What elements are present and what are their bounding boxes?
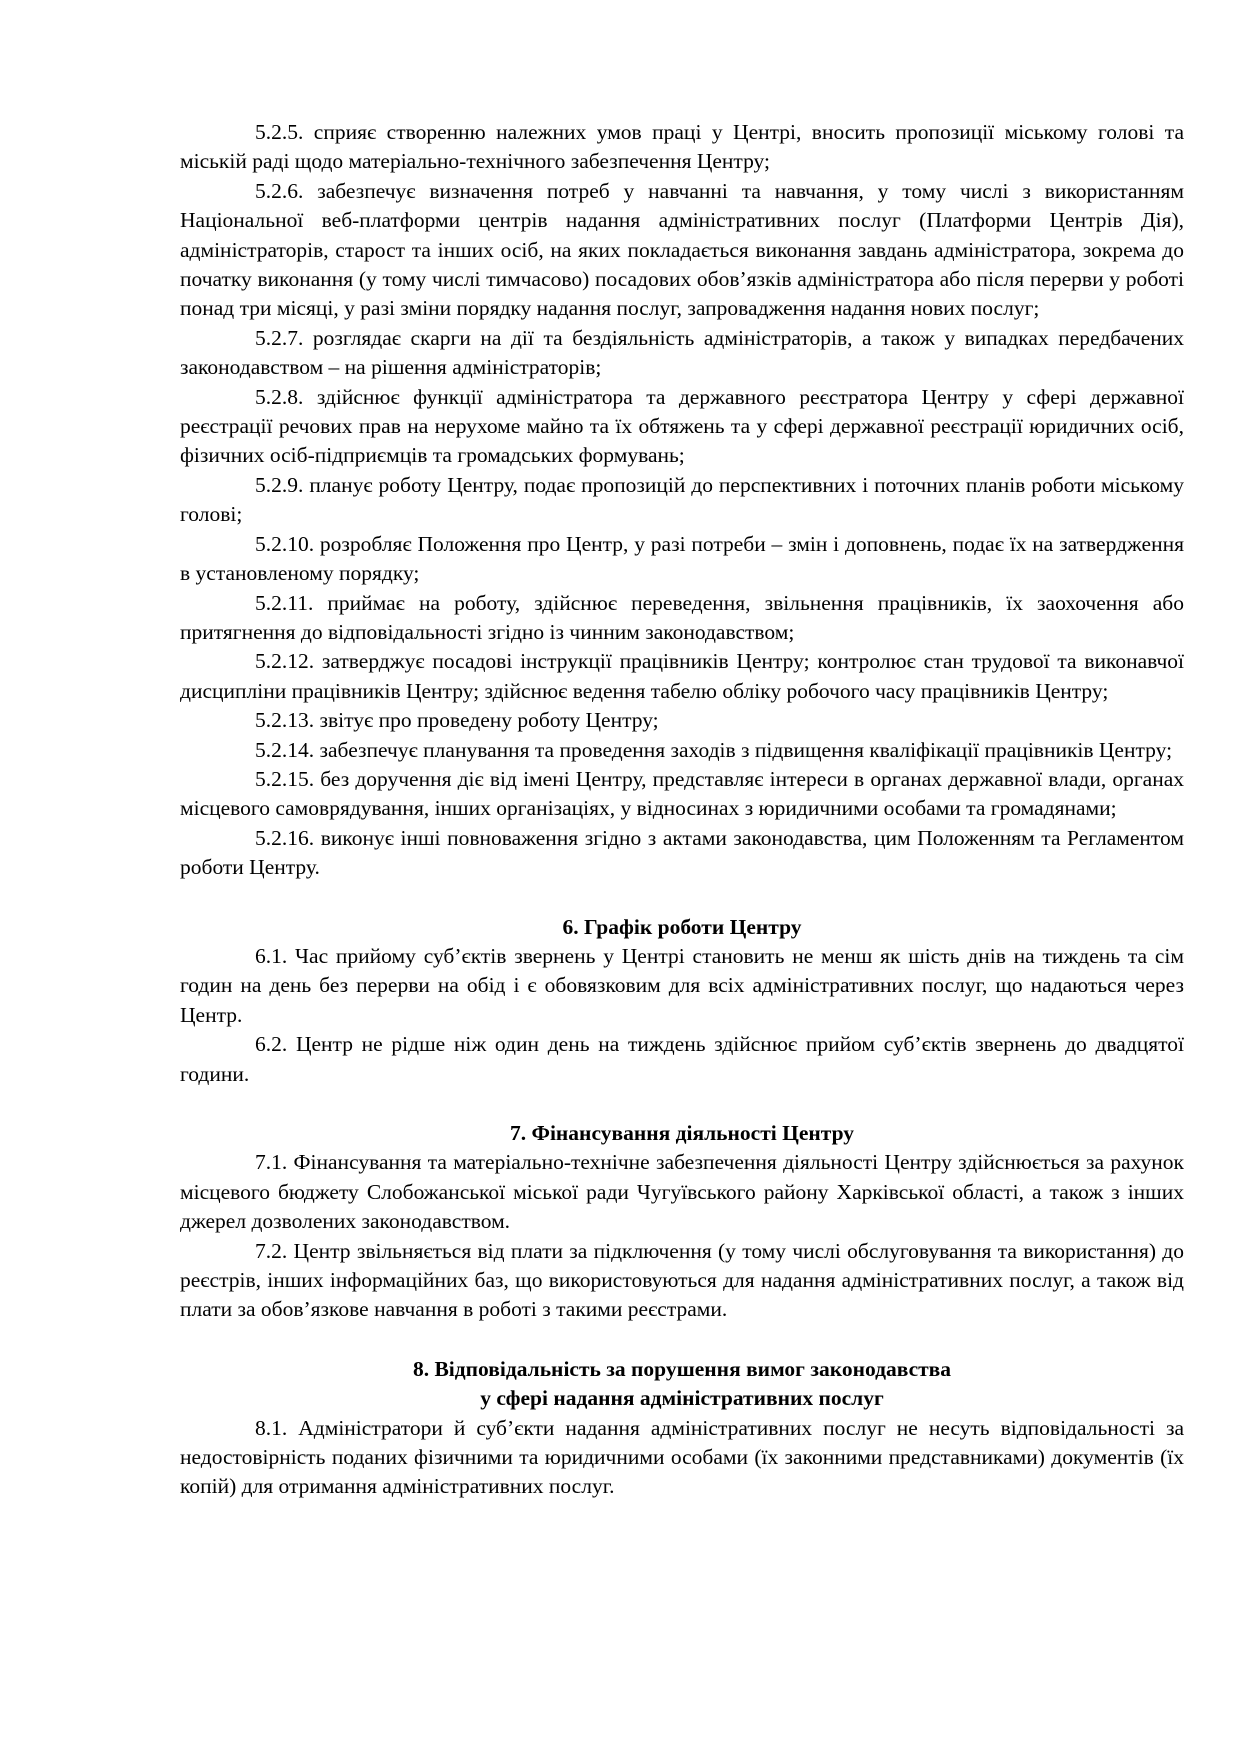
paragraph-5-2-9: 5.2.9. планує роботу Центру, подає пропозицій до перспективних і поточних планів роботи міському голові; (180, 472, 1184, 527)
document-page (180, 118, 1184, 1502)
paragraph-5-2-11: 5.2.11. приймає на роботу, здійснює переведення, звільнення працівників, їх заохочення або притягнення до відповідальності згідно із чинним законодавством; (180, 590, 1184, 644)
paragraph-5-2-14: 5.2.14. забезпечує планування та проведення заходів з підвищення кваліфікації працівників Центру; (255, 737, 1173, 762)
section-spacer (180, 1089, 1184, 1119)
paragraph-7-1: 7.1. Фінансування та матеріально-технічне забезпечення діяльності Центру здійснюється за рахунок місцевого бюджету Слобожанської міської ради Чугуївського району Харківської області, а також з інших джерел дозволених законодавством. (180, 1150, 1184, 1234)
section-spacer (180, 883, 1184, 913)
paragraph-5-2-6: 5.2.6. забезпечує визначення потреб у навчанні та навчання, у тому числі з використанням Національної веб-платформи центрів надання адміністративних послуг (Платформи Центрів Дія), адміністраторів, старост та інших осіб, на яких покладається виконання завдань адміністратора, зокрема до початку виконання (у тому числі тимчасово) посадових обов’язків адміністратора або після перерви у роботі понад три місяці, у разі зміни порядку надання послуг, запровадження надання нових послуг; (180, 178, 1184, 321)
paragraph-5-2-7: 5.2.7. розглядає скарги на дії та бездіяльність адміністраторів, а також у випадках передбачених законодавством – на рішення адміністраторів; (180, 325, 1184, 380)
paragraph-5-2-8: 5.2.8. здійснює функції адміністратора та державного реєстратора Центру у сфері державної реєстрації речових прав на нерухоме майно та їх обтяжень та у сфері державної реєстрації юридичних осіб, фізичних осіб-підприємців та громадських формувань; (180, 384, 1184, 468)
section-8-heading-line-1: 8. Відповідальність за порушення вимог законодавства (412, 1356, 952, 1381)
section-6-heading: 6. Графік роботи Центру (562, 914, 802, 939)
section-spacer (180, 1325, 1184, 1355)
section-7-heading: 7. Фінансування діяльності Центру (509, 1121, 855, 1145)
paragraph-5-2-12: 5.2.12. затверджує посадові інструкції працівників Центру; контролює стан трудової та виконавчої дисципліни працівників Центру; здійснює ведення табелю обліку робочого часу працівників Центру; (180, 649, 1184, 703)
paragraph-6-1: 6.1. Час прийому суб’єктів звернень у Центрі становить не менш як шість днів на тиждень та сім годин на день без перерви на обід і є обовязковим для всіх адміністративних послуг, що надаються через Центр. (180, 943, 1184, 1027)
paragraph-5-2-13: 5.2.13. звітує про проведену роботу Центру; (255, 708, 659, 733)
paragraph-5-2-5: 5.2.5. сприяє створенню належних умов праці у Центрі, вносить пропозиції міському голові та міській раді щодо матеріально-технічного забезпечення Центру; (180, 120, 1184, 174)
section-8-heading-line-2: у сфері надання адміністративних послуг (480, 1386, 884, 1411)
paragraph-6-2: 6.2. Центр не рідше ніж один день на тиждень здійснює прийом суб’єктів звернень до двадцятої години. (180, 1032, 1184, 1086)
paragraph-7-2: 7.2. Центр звільняється від плати за підключення (у тому числі обслуговування та використання) до реєстрів, інших інформаційних баз, що використовуються для надання адміністративних послуг, а також від плати за обов’язкове навчання в роботі з такими реєстрами. (180, 1238, 1184, 1322)
paragraph-5-2-10: 5.2.10. розробляє Положення про Центр, у разі потреби – змін і доповнень, подає їх на затвердження в установленому порядку; (180, 531, 1184, 586)
paragraph-8-1: 8.1. Адміністратори й суб’єкти надання адміністративних послуг не несуть відповідальності за недостовірність поданих фізичними та юридичними особами (їх законними представниками) документів (їх копій) для отримання адміністративних послуг. (180, 1415, 1184, 1499)
paragraph-5-2-15: 5.2.15. без доручення діє від імені Центру, представляє інтереси в органах державної влади, органах місцевого самоврядування, інших організаціях, у відносинах з юридичними особами та громадянами; (180, 766, 1184, 821)
paragraph-5-2-16: 5.2.16. виконує інші повноваження згідно з актами законодавства, цим Положенням та Регламентом роботи Центру. (180, 825, 1184, 880)
